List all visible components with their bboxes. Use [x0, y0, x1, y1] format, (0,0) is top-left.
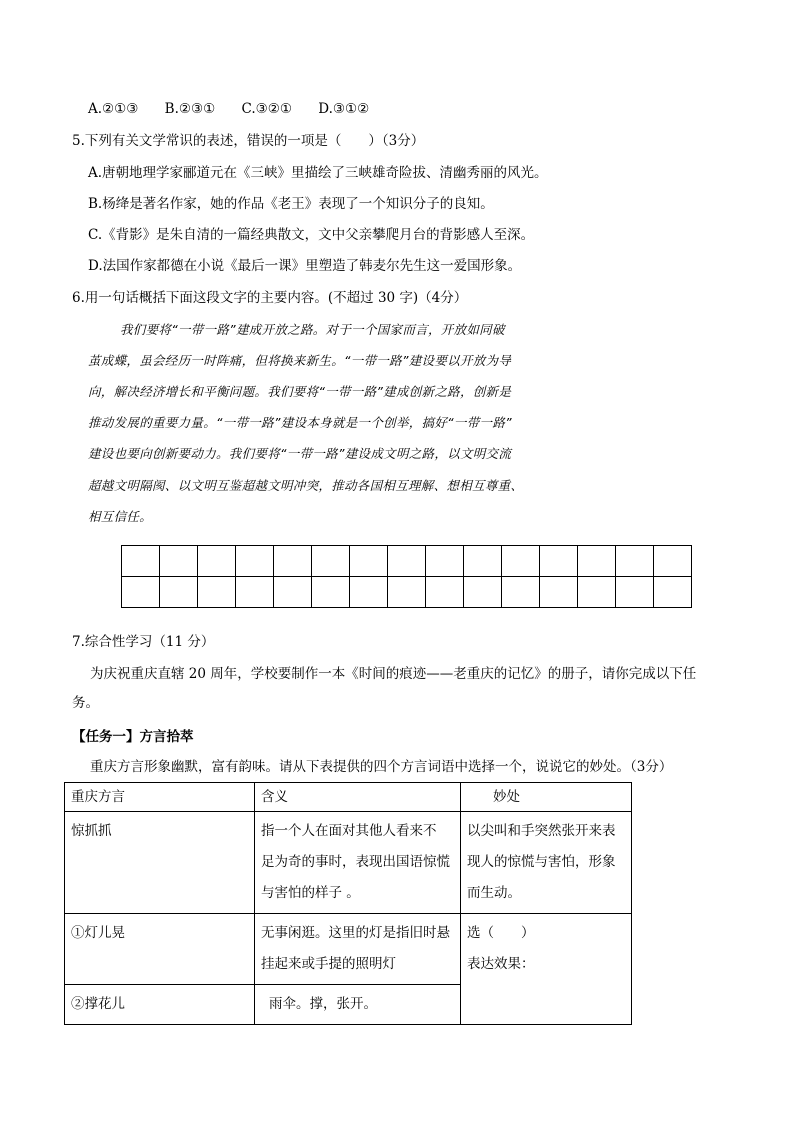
answer-grid-cell[interactable]: [426, 546, 464, 577]
answer-grid-cell[interactable]: [160, 546, 198, 577]
answer-grid-cell[interactable]: [236, 577, 274, 608]
answer-grid-cell[interactable]: [464, 577, 502, 608]
answer-grid-cell[interactable]: [312, 546, 350, 577]
header-effect: 妙处: [461, 783, 632, 812]
passage-line: 超越文明隔阂、以文明互鉴超越文明冲突，推动各国相互理解、想相互尊重、: [88, 478, 524, 493]
answer-grid-cell[interactable]: [654, 577, 692, 608]
effect-line: 以尖叫和手突然张开来表: [467, 823, 616, 839]
answer-grid-cell[interactable]: [388, 546, 426, 577]
answer-grid-cell[interactable]: [160, 577, 198, 608]
answer-grid-cell[interactable]: [312, 577, 350, 608]
answer-grid-cell[interactable]: [350, 577, 388, 608]
answer-grid-cell[interactable]: [616, 577, 654, 608]
answer-grid[interactable]: [121, 545, 692, 608]
answer-grid-cell[interactable]: [122, 577, 160, 608]
answer-effect-label: 表达效果：: [467, 956, 535, 972]
meaning-line: 无事闲逛。这里的灯是指旧时悬: [261, 925, 450, 941]
dialect-meaning: [255, 914, 461, 985]
answer-grid-cell[interactable]: [198, 577, 236, 608]
q4-option-a: A.②①③: [88, 101, 139, 117]
answer-grid-cell[interactable]: [198, 546, 236, 577]
q5-option-b: B.杨绛是著名作家，她的作品《老王》表现了一个知识分子的良知。: [88, 196, 494, 212]
dialect-table: [64, 782, 632, 1025]
answer-cell[interactable]: [461, 914, 632, 1025]
q4-option-d: D.③①②: [318, 101, 370, 117]
meaning-line: 足为奇的事时，表现出国语惊慌: [261, 854, 450, 870]
answer-grid-cell[interactable]: [464, 546, 502, 577]
answer-grid-cell[interactable]: [426, 577, 464, 608]
q5-option-a: A.唐朝地理学家郦道元在《三峡》里描绘了三峡雄奇险拔、清幽秀丽的风光。: [88, 165, 548, 181]
header-dialect: 重庆方言: [65, 783, 255, 812]
meaning-line: 指一个人在面对其他人看来不: [261, 823, 437, 839]
table-row: [65, 914, 632, 985]
meaning-line: 与害怕的样子 。: [261, 885, 360, 901]
q7-intro-line: 为庆祝重庆直辖 20 周年，学校要制作一本《时间的痕迹——老重庆的记忆》的册子，请你完成以下任: [90, 666, 697, 682]
task1-description: 重庆方言形象幽默，富有韵味。请从下表提供的四个方言词语中选择一个，说说它的妙处。（3分）: [90, 759, 673, 775]
q5-option-d: D.法国作家都德在小说《最后一课》里塑造了韩麦尔先生这一爱国形象。: [88, 258, 522, 274]
answer-grid-cell[interactable]: [578, 546, 616, 577]
dialect-term: ①灯儿晃: [65, 914, 255, 985]
effect-line: 现人的惊慌与害怕，形象: [467, 854, 616, 870]
q5-option-c: C.《背影》是朱自清的一篇经典散文，文中父亲攀爬月台的背影感人至深。: [88, 227, 535, 243]
passage-line: 向，解决经济增长和平衡问题。我们要将“一带一路”建成创新之路，创新是: [88, 384, 512, 399]
answer-grid-cell[interactable]: [654, 546, 692, 577]
q4-option-c: C.③②①: [241, 101, 292, 117]
passage-line: 茧成蝶，虽会经历一时阵痛，但将换来新生。“一带一路”建设要以开放为导: [88, 353, 512, 368]
answer-grid-cell[interactable]: [122, 546, 160, 577]
passage-line: 相互信任。: [88, 509, 153, 524]
dialect-meaning: [255, 812, 461, 914]
answer-grid-cell[interactable]: [236, 546, 274, 577]
dialect-term: ②撑花儿: [65, 985, 255, 1025]
passage-line: 我们要将“一带一路”建成开放之路。对于一个国家而言，开放如同破: [120, 322, 505, 337]
q4-options: [88, 101, 391, 117]
answer-grid-cell[interactable]: [578, 577, 616, 608]
q5-stem: 5.下列有关文学常识的表述，错误的一项是（ ）（3分）: [72, 133, 425, 149]
answer-select: 选（ ）: [467, 925, 535, 941]
passage-line: 推动发展的重要力量。“一带一路”建设本身就是一个创举，搞好“一带一路”: [88, 415, 512, 430]
answer-grid-cell[interactable]: [502, 546, 540, 577]
answer-grid-cell[interactable]: [388, 577, 426, 608]
answer-grid-cell[interactable]: [616, 546, 654, 577]
answer-grid-cell[interactable]: [350, 546, 388, 577]
task1-title: 【任务一】方言拾萃: [72, 729, 194, 745]
header-meaning: 含义: [255, 783, 461, 812]
answer-grid-cell[interactable]: [540, 546, 578, 577]
table-header-row: [65, 783, 632, 812]
answer-grid-cell[interactable]: [274, 577, 312, 608]
q6-stem: 6.用一句话概括下面这段文字的主要内容。(不超过 30 字)（4分）: [72, 290, 468, 306]
answer-grid-cell[interactable]: [540, 577, 578, 608]
dialect-effect: [461, 812, 632, 914]
dialect-term: 惊抓抓: [65, 812, 255, 914]
effect-line: 而生动。: [467, 885, 521, 901]
q7-intro-line: 务。: [72, 695, 99, 711]
q4-option-b: B.②③①: [164, 101, 216, 117]
table-row: [65, 812, 632, 914]
meaning-line: 挂起来或手提的照明灯: [261, 956, 396, 972]
passage-line: 建设也要向创新要动力。我们要将“一带一路”建设成文明之路，以文明交流: [88, 446, 512, 461]
q7-stem: 7.综合性学习（11 分）: [72, 634, 215, 650]
answer-grid-cell[interactable]: [502, 577, 540, 608]
answer-grid-cell[interactable]: [274, 546, 312, 577]
dialect-meaning: 雨伞。撑，张开。: [255, 985, 461, 1025]
